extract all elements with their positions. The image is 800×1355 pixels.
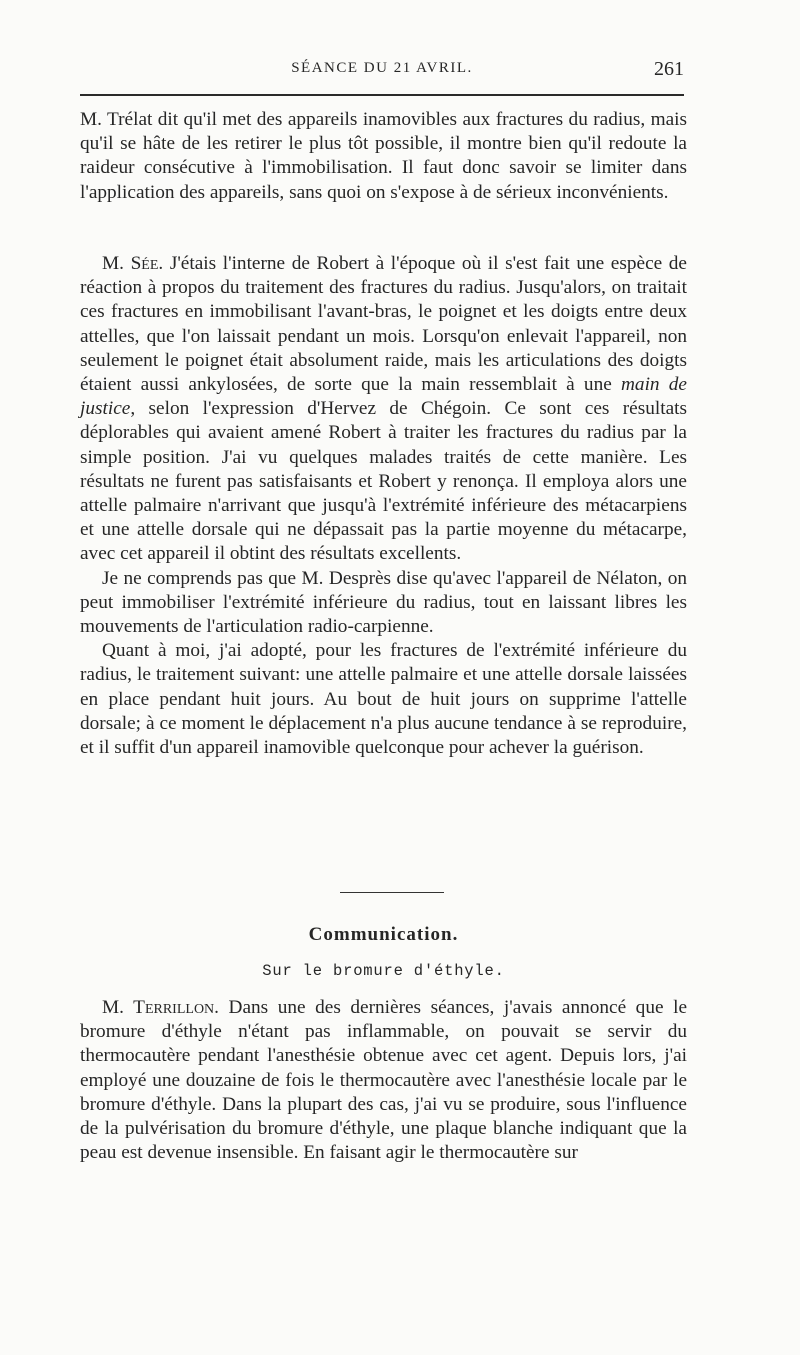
paragraph-see-text-a: J'étais l'interne de Robert à l'époque où il s'est fait une espèce de réaction à propos du traitement des fractures du radius. Jusqu'alors, on traitait ces fractures en immobilisant l'avant-bras, le poignet et les doigts entre deux attelles, que l'on laissait pendant un mois. Lorsqu'on enlevait l'appareil, non seulement le poignet était absolument raide, mais les articulations des doigts étaient aussi ankylosées, de sorte que la main ressemblait à une [80, 253, 687, 396]
header-rule [80, 94, 684, 96]
italic-phrase: main de justice [80, 374, 687, 420]
subsection-heading: Sur le bromure d'éthyle. [262, 962, 505, 980]
section-heading: Communication. [308, 924, 459, 945]
page-header [80, 58, 684, 86]
paragraph-terrillon-text: Dans une des dernières séances, j'avais annoncé que le bromure d'éthyle n'étant pas inflammable, on pouvait se servir du thermocautère pendant l'anesthésie obtenue avec cet agent. Depuis lors, j'ai employé une douzaine de fois le thermocautère avec l'anesthésie locale par le bromure d'éthyle. Dans la plupart des cas, j'ai vu se produire, sous l'influence de la pulvérisation du bromure d'éthyle, une plaque blanche indiquant que la peau est devenue insensible. En faisant agir le thermocautère sur [80, 997, 687, 1164]
paragraph-trelat: M. Trélat dit qu'il met des appareils inamovibles aux fractures du radius, mais qu'il se hâte de les retirer le plus tôt possible, il montre bien qu'il redoute la raideur consécutive à l'immobilisation. Il faut donc savoir se limiter dans l'application des appareils, sans quoi on s'expose à de sérieux inconvénients. [80, 109, 687, 203]
speaker-see: M. Sée. [102, 253, 164, 274]
paragraph-see-text-b: , selon l'expression d'Hervez de Chégoin. Ce sont ces résultats déplorables qui avaient amené Robert à traiter les fractures du radius par la simple position. J'ai vu quelques malades traités de cette manière. Les résultats ne furent pas satisfaisants et Robert y renonça. Il employa alors une attelle palmaire n'arrivant que jusqu'à l'extrémité inférieure des métacarpiens et une attelle dorsale qui ne dépassait pas la partie moyenne du métacarpe, avec cet appareil il obtint des résultats excellents. [80, 398, 687, 565]
paragraph-terrillon [80, 996, 687, 1165]
paragraph-see [80, 252, 687, 567]
paragraph-treatment: Quant à moi, j'ai adopté, pour les fractures de l'extrémité inférieure du radius, le traitement suivant: une attelle palmaire et une attelle dorsale laissées en place pendant huit jours. Au bout de huit jours on supprime l'attelle dorsale; à ce moment le déplacement n'a plus aucune tendance à se reproduire, et il suffit d'un appareil inamovible quelconque pour achever la guérison. [80, 640, 687, 759]
discussion-see [80, 252, 687, 760]
discussion-trelat [80, 108, 687, 205]
running-title: SÉANCE DU 21 AVRIL. [291, 60, 473, 76]
section-divider [340, 892, 444, 893]
page-number: 261 [654, 58, 684, 80]
speaker-terrillon: M. Terrillon. [102, 997, 219, 1018]
communication-terrillon [80, 996, 687, 1165]
paragraph-despres: Je ne comprends pas que M. Desprès dise qu'avec l'appareil de Nélaton, on peut immobiliser l'extrémité inférieure du radius, tout en laissant libres les mouvements de l'articulation radio-carpienne. [80, 567, 687, 638]
